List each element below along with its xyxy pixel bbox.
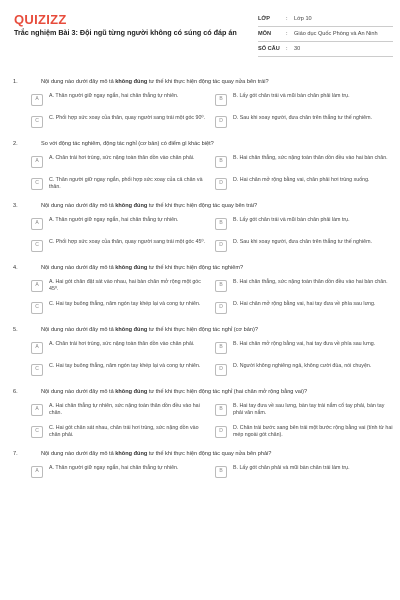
answer-options [31, 217, 400, 255]
option-letter-badge: B [215, 218, 227, 230]
answer-option[interactable] [215, 341, 395, 357]
question-text [41, 450, 271, 458]
question-number: 1. [13, 79, 18, 85]
question-header [0, 264, 400, 272]
answer-options [31, 93, 400, 131]
option-text: B. Hai chân thẳng, sức nặng toàn thân dồn đều vào hai bàn chân. [233, 155, 388, 161]
question-text-post: tư thế khi thực hiện động tác quay nửa bên phải? [147, 451, 272, 457]
question-text-emphasis: không đúng [115, 203, 148, 209]
option-letter-badge: D [215, 178, 227, 190]
question-text-emphasis: không đúng [115, 79, 148, 85]
option-letter-badge: C [31, 426, 43, 438]
question-header [0, 450, 400, 458]
answer-option[interactable] [31, 155, 211, 171]
meta-separator: : [286, 46, 288, 52]
answer-option[interactable] [31, 363, 211, 379]
meta-label: MÔN [258, 31, 272, 37]
option-letter-badge: D [215, 426, 227, 438]
option-text: B. Lấy gót chân trái và mũi bàn chân phải làm trụ. [233, 217, 350, 223]
meta-row-count [258, 42, 393, 57]
option-letter-badge: D [215, 240, 227, 252]
question-number: 3. [13, 203, 18, 209]
question-number: 6. [13, 389, 18, 395]
option-letter-badge: A [31, 280, 43, 292]
meta-value: Giáo dục Quốc Phòng và An Ninh [294, 31, 378, 37]
question-text-pre: Nội dung nào dưới đây mô tả [41, 389, 116, 395]
question-text-post: tư thế khi thực hiện động tác quay bên trái? [147, 203, 258, 209]
question-text-post: tư thế khi thực hiện động tác quay nửa bên trái? [147, 79, 269, 85]
question-item [0, 388, 400, 441]
option-text: A. Chân trái hơi trùng, sức nặng toàn thân dồn vào chân phải. [49, 155, 195, 161]
question-text-post: tư thế khi thực hiện động tác nghiêm? [147, 265, 244, 271]
question-text-pre: So với động tác nghiêm, động tác nghỉ (cơ bản) có điểm gì khác biệt? [41, 141, 214, 147]
answer-options [31, 279, 400, 317]
option-text: D. Sau khi xoay người, đưa chân trên thẳng tư thế nghiêm. [233, 239, 372, 245]
option-letter-badge: C [31, 240, 43, 252]
question-number: 4. [13, 265, 18, 271]
question-text-post: tư thế khi thực hiện động tác nghỉ (hai chân mở rộng bằng vai)? [147, 389, 308, 395]
question-text-pre: Nội dung nào dưới đây mô tả [41, 79, 116, 85]
question-number: 2. [13, 141, 18, 147]
meta-separator: : [286, 16, 288, 22]
option-text: D. Hai chân mở rộng bằng vai, chân phải hơi trùng xuống. [233, 177, 370, 183]
option-text: A. Thân người giữ ngay ngắn, hai chân thẳng tự nhiên. [49, 217, 179, 223]
answer-option[interactable] [215, 279, 395, 295]
answer-option[interactable] [31, 301, 211, 317]
option-letter-badge: A [31, 404, 43, 416]
answer-option[interactable] [215, 403, 395, 419]
meta-row-subject [258, 27, 393, 42]
option-text: B. Hai chân thẳng, sức nặng toàn thân dồn đều vào hai bàn chân. [233, 279, 388, 285]
option-text: C. Hai tay buông thẳng, năm ngón tay khép lại và cong tự nhiên. [49, 301, 201, 307]
option-letter-badge: C [31, 302, 43, 314]
answer-option[interactable] [215, 465, 395, 481]
question-header [0, 140, 400, 148]
option-text: C. Hai tay buông thẳng, năm ngón tay khép lại và cong tự nhiên. [49, 363, 201, 369]
answer-option[interactable] [215, 425, 395, 441]
option-text: C. Thân người giữ ngay ngắn, phối hợp sức xoay của cả chân và thân. [49, 177, 203, 191]
answer-option[interactable] [31, 425, 211, 441]
meta-separator: : [286, 31, 288, 37]
answer-option[interactable] [215, 93, 395, 109]
question-number: 5. [13, 327, 18, 333]
meta-value: Lớp 10 [294, 16, 312, 22]
answer-options [31, 403, 400, 441]
answer-option[interactable] [31, 279, 211, 295]
answer-option[interactable] [31, 341, 211, 357]
option-text: D. Chân trái bước sang bên trái một bước rộng bằng vai (tính từ hai mép ngoài gót chân). [233, 425, 393, 439]
option-text: A. Hai gót chân đặt sát vào nhau, hai bàn chân mở rộng một góc 45⁰. [49, 279, 201, 293]
question-header [0, 388, 400, 396]
meta-row-class [258, 12, 393, 27]
question-item [0, 140, 400, 193]
option-text: A. Chân trái hơi trùng, sức nặng toàn thân dồn vào chân phải. [49, 341, 195, 347]
option-letter-badge: B [215, 156, 227, 168]
question-text-emphasis: không đúng [115, 327, 148, 333]
question-text [41, 140, 214, 148]
answer-option[interactable] [31, 217, 211, 233]
question-text-pre: Nội dung nào dưới đây mô tả [41, 451, 116, 457]
question-list [0, 78, 400, 490]
question-text-post: tư thế khi thực hiện động tác nghỉ (cơ bản)? [147, 327, 258, 333]
answer-option[interactable] [215, 239, 395, 255]
option-text: D. Sau khi xoay người, đưa chân trên thẳng tư thế nghiêm. [233, 115, 372, 121]
meta-label: LỚP [258, 16, 270, 22]
answer-option[interactable] [31, 115, 211, 131]
option-text: B. Lấy gót chân phải và mũi bàn chân trái làm trụ. [233, 465, 350, 471]
option-letter-badge: A [31, 218, 43, 230]
answer-options [31, 341, 400, 379]
option-text: A. Thân người giữ ngay ngắn, hai chân thẳng tự nhiên. [49, 465, 179, 471]
question-text-pre: Nội dung nào dưới đây mô tả [41, 203, 116, 209]
option-text: B. Lấy gót chân trái và mũi bàn chân phải làm trụ. [233, 93, 350, 99]
question-number: 7. [13, 451, 18, 457]
option-letter-badge: B [215, 404, 227, 416]
answer-option[interactable] [31, 465, 211, 481]
option-text: C. Phối hợp sức xoay của thân, quay người sang trái một góc 90⁰. [49, 115, 206, 121]
meta-table [258, 12, 393, 57]
answer-option[interactable] [215, 301, 395, 317]
option-letter-badge: A [31, 156, 43, 168]
option-letter-badge: A [31, 342, 43, 354]
question-header [0, 78, 400, 86]
option-letter-badge: C [31, 364, 43, 376]
option-letter-badge: C [31, 178, 43, 190]
option-letter-badge: B [215, 94, 227, 106]
option-letter-badge: A [31, 466, 43, 478]
question-text-pre: Nội dung nào dưới đây mô tả [41, 265, 116, 271]
answer-option[interactable] [215, 177, 395, 193]
option-letter-badge: B [215, 342, 227, 354]
question-item [0, 264, 400, 317]
meta-value: 30 [294, 46, 301, 52]
question-item [0, 450, 400, 481]
worksheet-title: Trắc nghiệm Bài 3: Đội ngũ từng người không có súng có đáp án [14, 28, 237, 37]
option-text: D. Người không nghiêng ngả, không cười đùa, nói chuyện. [233, 363, 372, 369]
question-text [41, 388, 307, 396]
answer-option[interactable] [31, 239, 211, 255]
option-text: C. Phối hợp sức xoay của thân, quay người sang trái một góc 45⁰. [49, 239, 206, 245]
question-header [0, 202, 400, 210]
question-text-emphasis: không đúng [115, 265, 148, 271]
option-letter-badge: B [215, 466, 227, 478]
answer-option[interactable] [31, 177, 211, 193]
answer-option[interactable] [215, 155, 395, 171]
question-text-emphasis: không đúng [115, 451, 148, 457]
answer-option[interactable] [215, 363, 395, 379]
meta-label: SỐ CÂU [258, 46, 280, 52]
option-text: A. Thân người giữ ngay ngắn, hai chân thẳng tự nhiên. [49, 93, 179, 99]
question-text [41, 78, 269, 86]
option-text: B. Hai tay đưa về sau lưng, bàn tay trái nắm cổ tay phải, bàn tay phải vân nắm. [233, 403, 385, 417]
option-letter-badge: B [215, 280, 227, 292]
option-letter-badge: A [31, 94, 43, 106]
answer-option[interactable] [215, 115, 395, 131]
answer-options [31, 155, 400, 193]
answer-option[interactable] [31, 93, 211, 109]
option-letter-badge: D [215, 364, 227, 376]
quizizz-logo: QUIZIZZ [14, 12, 67, 27]
option-text: B. Hai chân mở rộng bằng vai, hai tay đưa về phía sau lưng. [233, 341, 376, 347]
option-text: A. Hai chân thẳng tự nhiên, sức nặng toàn thân dồn đều vào hai chân. [49, 403, 200, 417]
question-item [0, 202, 400, 255]
worksheet-header [0, 0, 400, 62]
option-text: D. Hai chân mở rộng bằng vai, hai tay đưa về phía sau lưng. [233, 301, 376, 307]
option-text: C. Hai gót chân sát nhau, chân trái hơi trùng, sức nặng dồn vào chân phải. [49, 425, 199, 439]
question-item [0, 78, 400, 131]
question-header [0, 326, 400, 334]
question-item [0, 326, 400, 379]
answer-option[interactable] [31, 403, 211, 419]
question-text [41, 326, 258, 334]
question-text [41, 264, 243, 272]
question-text [41, 202, 257, 210]
answer-options [31, 465, 400, 481]
answer-option[interactable] [215, 217, 395, 233]
option-letter-badge: D [215, 302, 227, 314]
question-text-emphasis: không đúng [115, 389, 148, 395]
option-letter-badge: C [31, 116, 43, 128]
question-text-pre: Nội dung nào dưới đây mô tả [41, 327, 116, 333]
option-letter-badge: D [215, 116, 227, 128]
